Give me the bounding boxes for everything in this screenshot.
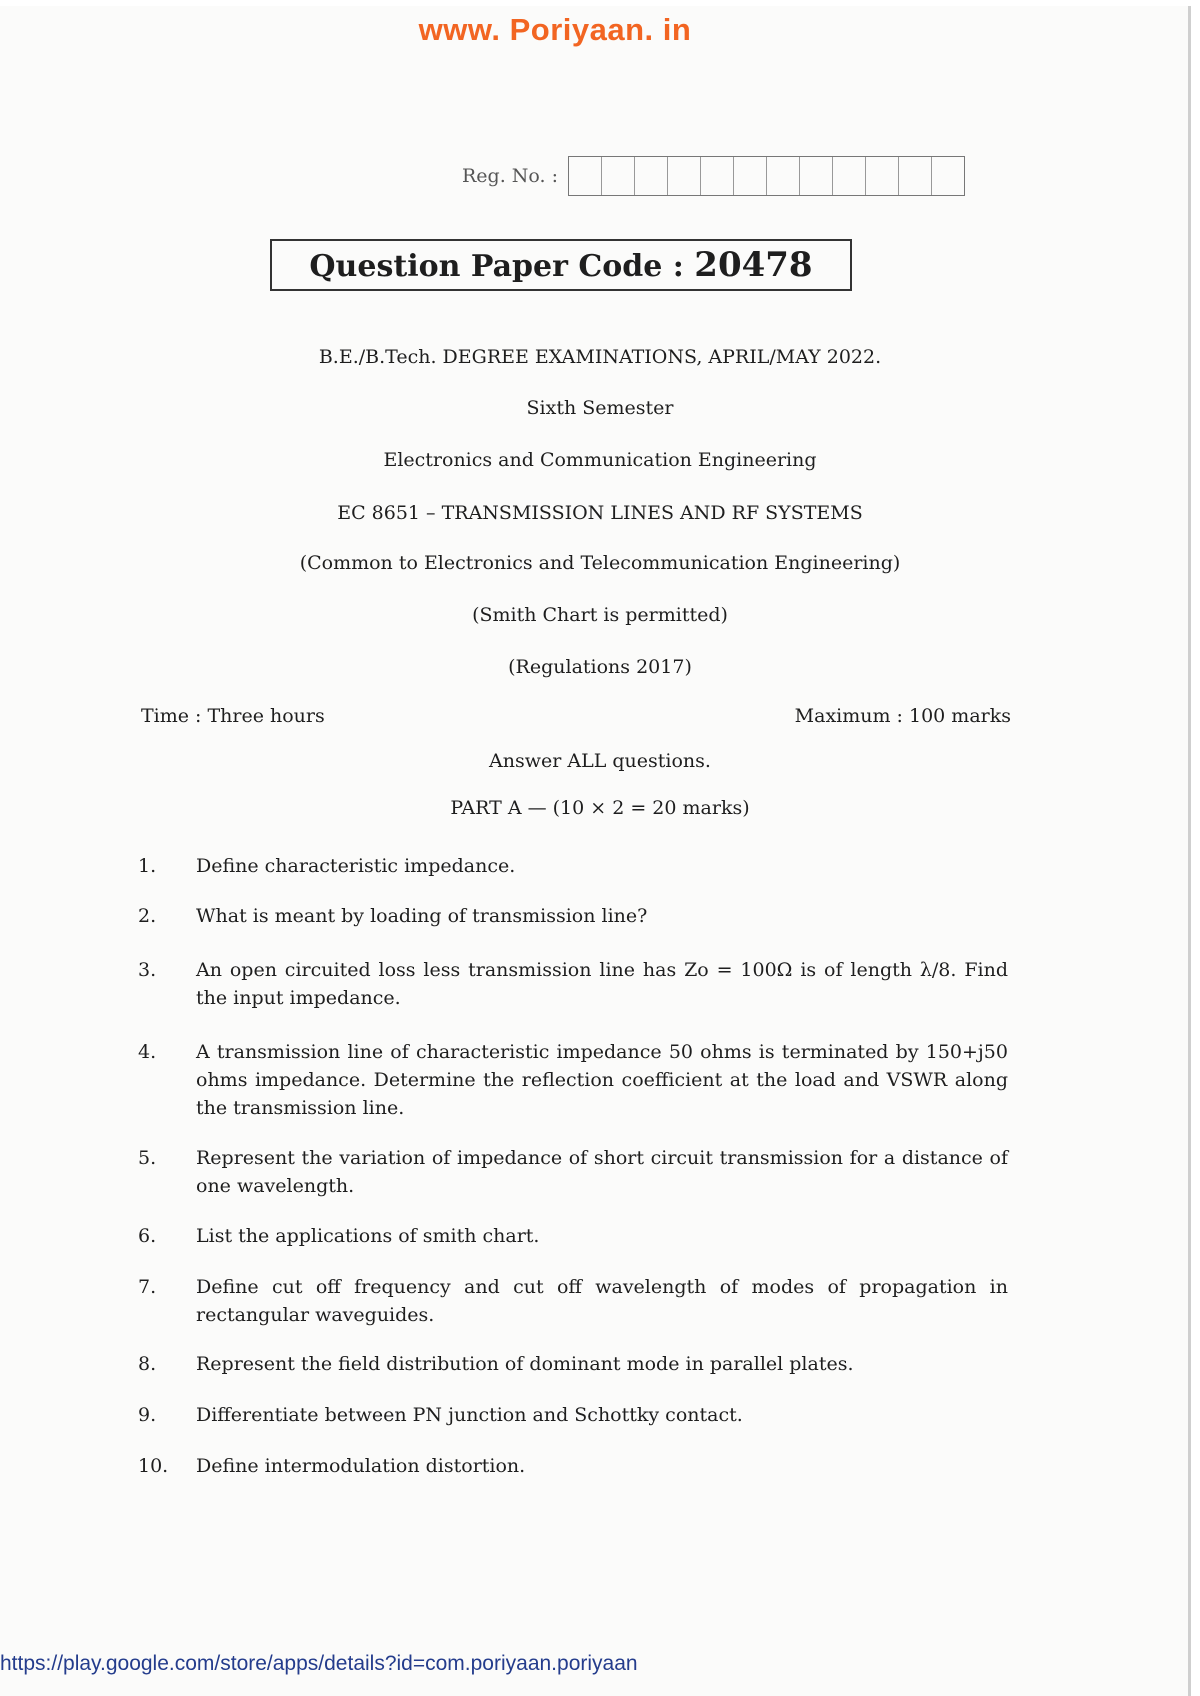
reg-no-boxes <box>568 156 965 196</box>
reg-no-box <box>734 157 767 195</box>
reg-no-box <box>767 157 800 195</box>
reg-no-box <box>701 157 734 195</box>
reg-no-field <box>462 156 965 196</box>
reg-no-box <box>602 157 635 195</box>
question-number: 2. <box>138 905 157 927</box>
code-label: Question Paper Code : <box>309 249 695 284</box>
question-item <box>138 852 1008 880</box>
question-number: 1. <box>138 855 157 877</box>
question-item <box>138 1038 1008 1122</box>
time-allowed: Time : Three hours <box>141 705 325 727</box>
code-number: 20478 <box>694 245 813 285</box>
semester: Sixth Semester <box>526 397 674 419</box>
question-number: 6. <box>138 1225 157 1247</box>
question-item <box>138 956 1008 1012</box>
department: Electronics and Communication Engineering <box>383 449 817 471</box>
question-text: Define cut off frequency and cut off wavelength of modes of propagation in rectangular waveguides. <box>196 1276 1008 1326</box>
reg-no-box <box>866 157 899 195</box>
question-item <box>138 1401 1008 1429</box>
question-paper-code <box>270 239 852 291</box>
reg-no-box <box>932 157 964 195</box>
question-text: An open circuited loss less transmission line has Zo = 100Ω is of length λ/8. Find the input impedance. <box>196 959 1008 1009</box>
reg-no-box <box>569 157 602 195</box>
part-a-heading: PART A — (10 × 2 = 20 marks) <box>450 797 750 819</box>
reg-no-label: Reg. No. : <box>462 165 559 187</box>
footer-app-link[interactable]: https://play.google.com/store/apps/details?id=com.poriyaan.poriyaan <box>0 1652 638 1675</box>
question-number: 9. <box>138 1404 157 1426</box>
question-number: 7. <box>138 1276 157 1298</box>
common-to: (Common to Electronics and Telecommunication Engineering) <box>299 552 901 574</box>
reg-no-box <box>833 157 866 195</box>
question-item <box>138 1144 1008 1200</box>
question-number: 5. <box>138 1147 157 1169</box>
question-item <box>138 1350 1008 1378</box>
question-text: Represent the field distribution of dominant mode in parallel plates. <box>196 1353 854 1375</box>
regulations: (Regulations 2017) <box>508 656 692 678</box>
question-number: 8. <box>138 1353 157 1375</box>
question-item <box>138 1452 1008 1480</box>
question-item <box>138 1222 1008 1250</box>
instruction: Answer ALL questions. <box>489 750 711 772</box>
site-header-link[interactable]: www. Poriyaan. in <box>418 12 692 47</box>
question-number: 4. <box>138 1041 157 1063</box>
question-text: What is meant by loading of transmission line? <box>196 905 648 927</box>
course-title: EC 8651 – TRANSMISSION LINES AND RF SYSTEMS <box>337 502 863 524</box>
smith-chart-note: (Smith Chart is permitted) <box>472 604 728 626</box>
question-number: 3. <box>138 959 157 981</box>
question-text: Represent the variation of impedance of short circuit transmission for a distance of one wavelength. <box>196 1147 1008 1197</box>
question-text: Define intermodulation distortion. <box>196 1455 526 1477</box>
question-number: 10. <box>138 1455 169 1477</box>
question-item <box>138 1273 1008 1329</box>
question-text: List the applications of smith chart. <box>196 1225 540 1247</box>
reg-no-box <box>899 157 932 195</box>
question-text: Differentiate between PN junction and Schottky contact. <box>196 1404 743 1426</box>
reg-no-box <box>800 157 833 195</box>
question-text: A transmission line of characteristic impedance 50 ohms is terminated by 150+j50 ohms impedance. Determine the reflection coefficient at the load and VSWR along the transmission line. <box>196 1041 1008 1119</box>
question-text: Define characteristic impedance. <box>196 855 516 877</box>
reg-no-box <box>635 157 668 195</box>
max-marks: Maximum : 100 marks <box>794 705 1011 727</box>
time-marks-row <box>141 705 1011 727</box>
question-item <box>138 902 1008 930</box>
exam-title: B.E./B.Tech. DEGREE EXAMINATIONS, APRIL/MAY 2022. <box>318 346 882 368</box>
reg-no-box <box>668 157 701 195</box>
